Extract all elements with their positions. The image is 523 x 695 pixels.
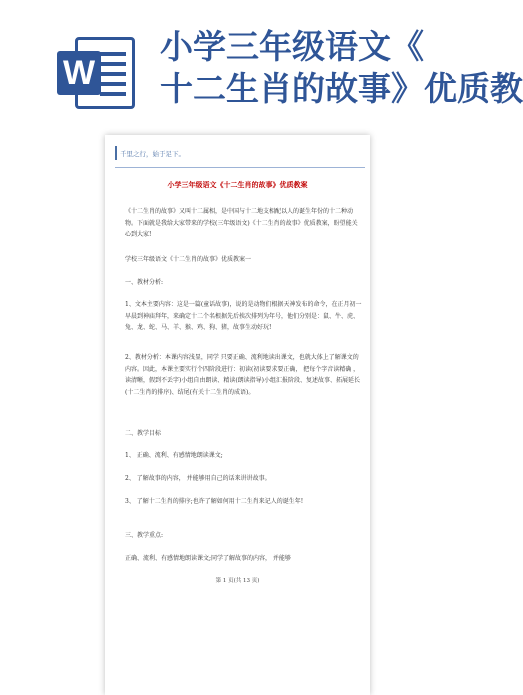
paragraph-analysis-2: 2、教材分析：本课内容浅显，同学 只要正确、流利地读出课文，也就大体上了解课文的内容。因此，本课主要实行个四阶段进行：初读(初读要求要正确， 把每个字音读精确 ，读清晰，假到不丢字)小组自由朗读、精读(朗读指导)小组汇报阶段、复述故事、拓展延长(十二生肖的排序)、结尾(有关十二生肖的成语)。	[125, 354, 361, 396]
banner-title-line2: 十二生肖的故事》优质教	[160, 69, 523, 108]
goal-1: 1、 正确、流利、有感情地朗读课文;	[125, 452, 223, 459]
motto: 千里之行，始于足下。	[120, 150, 185, 158]
document-title: 小学三年级语文《十二生肖的故事》优质教案	[167, 180, 308, 189]
paragraph-intro: 《十二生肖的故事》又叫十二属相，是中国与十二地支相配以人的诞生年份的十二种动物。下面就是我给大家带来的学校(三年级语文)《十二生肖的故事》优质教案，盼望能关心到大家!	[125, 208, 358, 238]
banner-title-line1: 小学三年级语文《	[160, 27, 424, 66]
section-heading-2: 二、教学目标	[125, 430, 162, 437]
goal-3: 3、 了解十二生肖的排序;也许了解如何用十二生肖来记人的诞生年!	[125, 498, 304, 505]
banner	[0, 0, 523, 130]
section-heading-1: 一、教材分析:	[125, 279, 164, 286]
focus-1: 正确、流利、有感情地朗读课文;同学了解故事的内容， 并能够	[125, 555, 291, 562]
section-heading-3: 三、教学重点:	[125, 532, 164, 539]
word-letter-badge: W	[57, 51, 101, 95]
header-rule	[115, 167, 365, 168]
goal-2: 2、 了解故事的内容， 并能够用自己的话来讲讲故事。	[125, 475, 271, 482]
motto-bar	[115, 146, 117, 160]
banner-title	[160, 26, 523, 110]
page-footer: 第 1 页(共 13 页)	[215, 578, 260, 584]
paragraph-analysis-1: 1、文本主要内容：这是一篇(童话故事)，说的是动物们根据天神发布的命令，在正月初一早晨到神庙拜年，来确定十二个名根据先后挨次排列为年号，他们分别是：鼠、牛、虎、兔、龙、蛇、马、羊、猴、鸡、狗、猪，故事生动好玩!	[125, 301, 362, 331]
word-icon	[57, 37, 135, 109]
paragraph-subtitle: 学校三年级语文《十二生肖的故事》优质教案一	[125, 256, 252, 263]
